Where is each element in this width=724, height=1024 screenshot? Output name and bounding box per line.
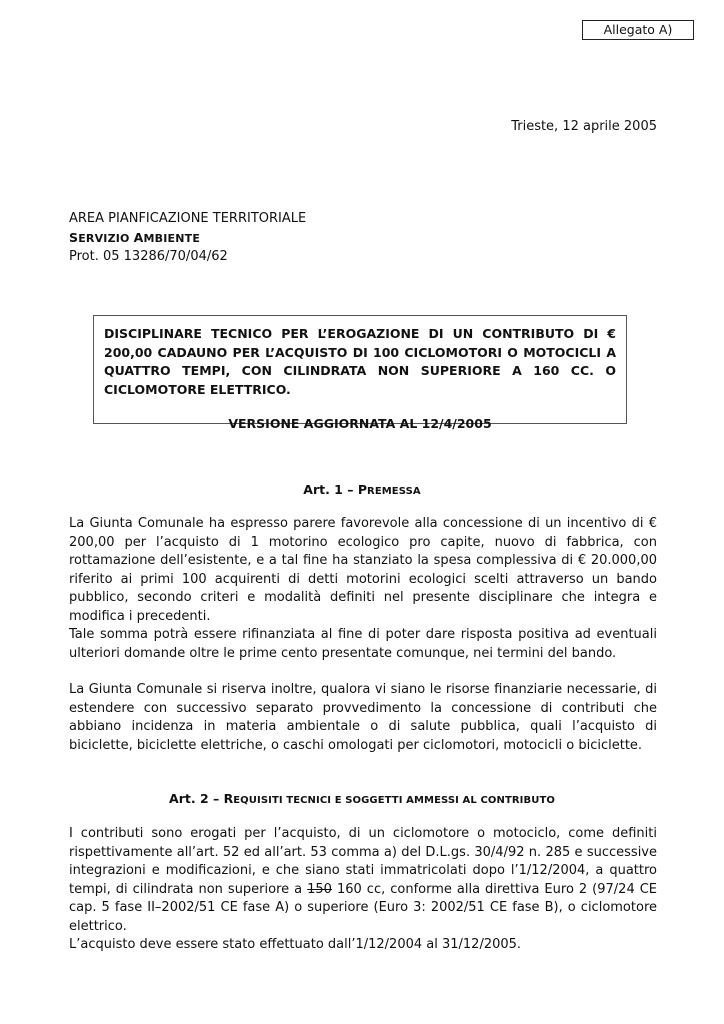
title-box [93, 315, 627, 431]
article-2-heading-rest: EQUISITI TECNICI E SOGGETTI AMMESSI AL CONTRIBUTO [233, 795, 555, 806]
article-2-heading [0, 791, 724, 806]
article-1-paragraph-2 [69, 626, 657, 663]
article-1-paragraph-3 [69, 681, 657, 755]
article-1-paragraph-1 [69, 515, 657, 626]
annex-label: Allegato A) [582, 20, 694, 40]
service-rest-2: MBIENTE [143, 231, 201, 245]
area-name: AREA PIANFICAZIONE TERRITORIALE [69, 211, 307, 226]
service-cap-2: A [133, 229, 144, 245]
article-2-text-before-strike: I contributi sono erogati per l’acquisto, di un ciclomotore o motociclo, come definiti rispettivamente all’art. 52 ed all’art. 53 comma a) del D.L.gs. 30/4/92 n. 285 e successive integrazioni e modificazioni, e che siano stati immatricolati dopo l’1/12/2004, a quattro tempi, di cilindrata non superiore a [69, 826, 657, 897]
article-2-paragraph-1 [69, 825, 657, 955]
article-1-paragraph-2-text: Tale somma potrà essere rifinanziata al fine di poter dare risposta positiva ad eventuali ulteriori domande oltre le prime cento presentate comunque, nei termini del bando. [69, 627, 657, 661]
article-1-paragraph-3-text: La Giunta Comunale si riserva inoltre, qualora vi siano le risorse finanziarie necessarie, di estendere con successivo separato provvedimento la concessione di contributi che abbiano incidenza in materia ambientale o di salute pubblica, quali l’acquisto di biciclette, biciclette elettriche, o caschi omologati per ciclomotori, motocicli o biciclette. [69, 682, 657, 753]
article-1-heading-prefix: Art. 1 – [303, 482, 358, 497]
article-2-heading-prefix: Art. 2 – [169, 791, 224, 806]
purchase-period: L’acquisto deve essere stato effettuato dall’1/12/2004 al 31/12/2005. [69, 937, 522, 952]
struck-displacement-value: 150 [307, 881, 332, 897]
article-2-paragraph-1-text [69, 825, 657, 936]
protocol-number: Prot. 05 13286/70/04/62 [69, 249, 228, 264]
service-name [69, 229, 306, 249]
document-version: VERSIONE AGGIORNATA AL 12/4/2005 [228, 416, 492, 431]
article-1-heading-cap: P [357, 482, 368, 497]
sender-block [69, 210, 306, 267]
article-1-heading [0, 482, 724, 497]
article-1-paragraph-1-text: La Giunta Comunale ha espresso parere favorevole alla concessione di un incentivo di € 200,00 per l’acquisto di 1 motorino ecologico pro capite, nuovo di fabbrica, con rottamazione dell’esistente, e a tal fine ha stanziato la spesa complessiva di € 20.000,00 riferito ai primi 100 acquirenti di detti motorini ecologici scelti attraverso un bando pubblico, secondo criteri e modalità definiti nel presente disciplinare che integra e modifica i precedenti. [69, 516, 657, 624]
article-2-heading-cap: R [223, 791, 234, 806]
article-2-text-after-strike: 160 cc, conforme alla direttiva Euro 2 (97/24 CE cap. 5 fase II–2002/51 CE fase A) o superiore (Euro 3: 2002/51 CE fase B), o ciclomotore elettrico. [69, 881, 658, 934]
service-rest-1: ERVIZIO [78, 231, 134, 245]
service-cap-1: S [69, 229, 79, 245]
date-line: Trieste, 12 aprile 2005 [511, 119, 657, 134]
document-title: DISCIPLINARE TECNICO PER L’EROGAZIONE DI UN CONTRIBUTO DI € 200,00 CADAUNO PER L’ACQUISTO DI 100 CICLOMOTORI O MOTOCICLI A QUATTRO TEMPI, CON CILINDRATA NON SUPERIORE A 160 CC. O CICLOMOTORE ELETTRICO. [104, 326, 616, 397]
article-1-heading-rest: REMESSA [367, 486, 421, 497]
